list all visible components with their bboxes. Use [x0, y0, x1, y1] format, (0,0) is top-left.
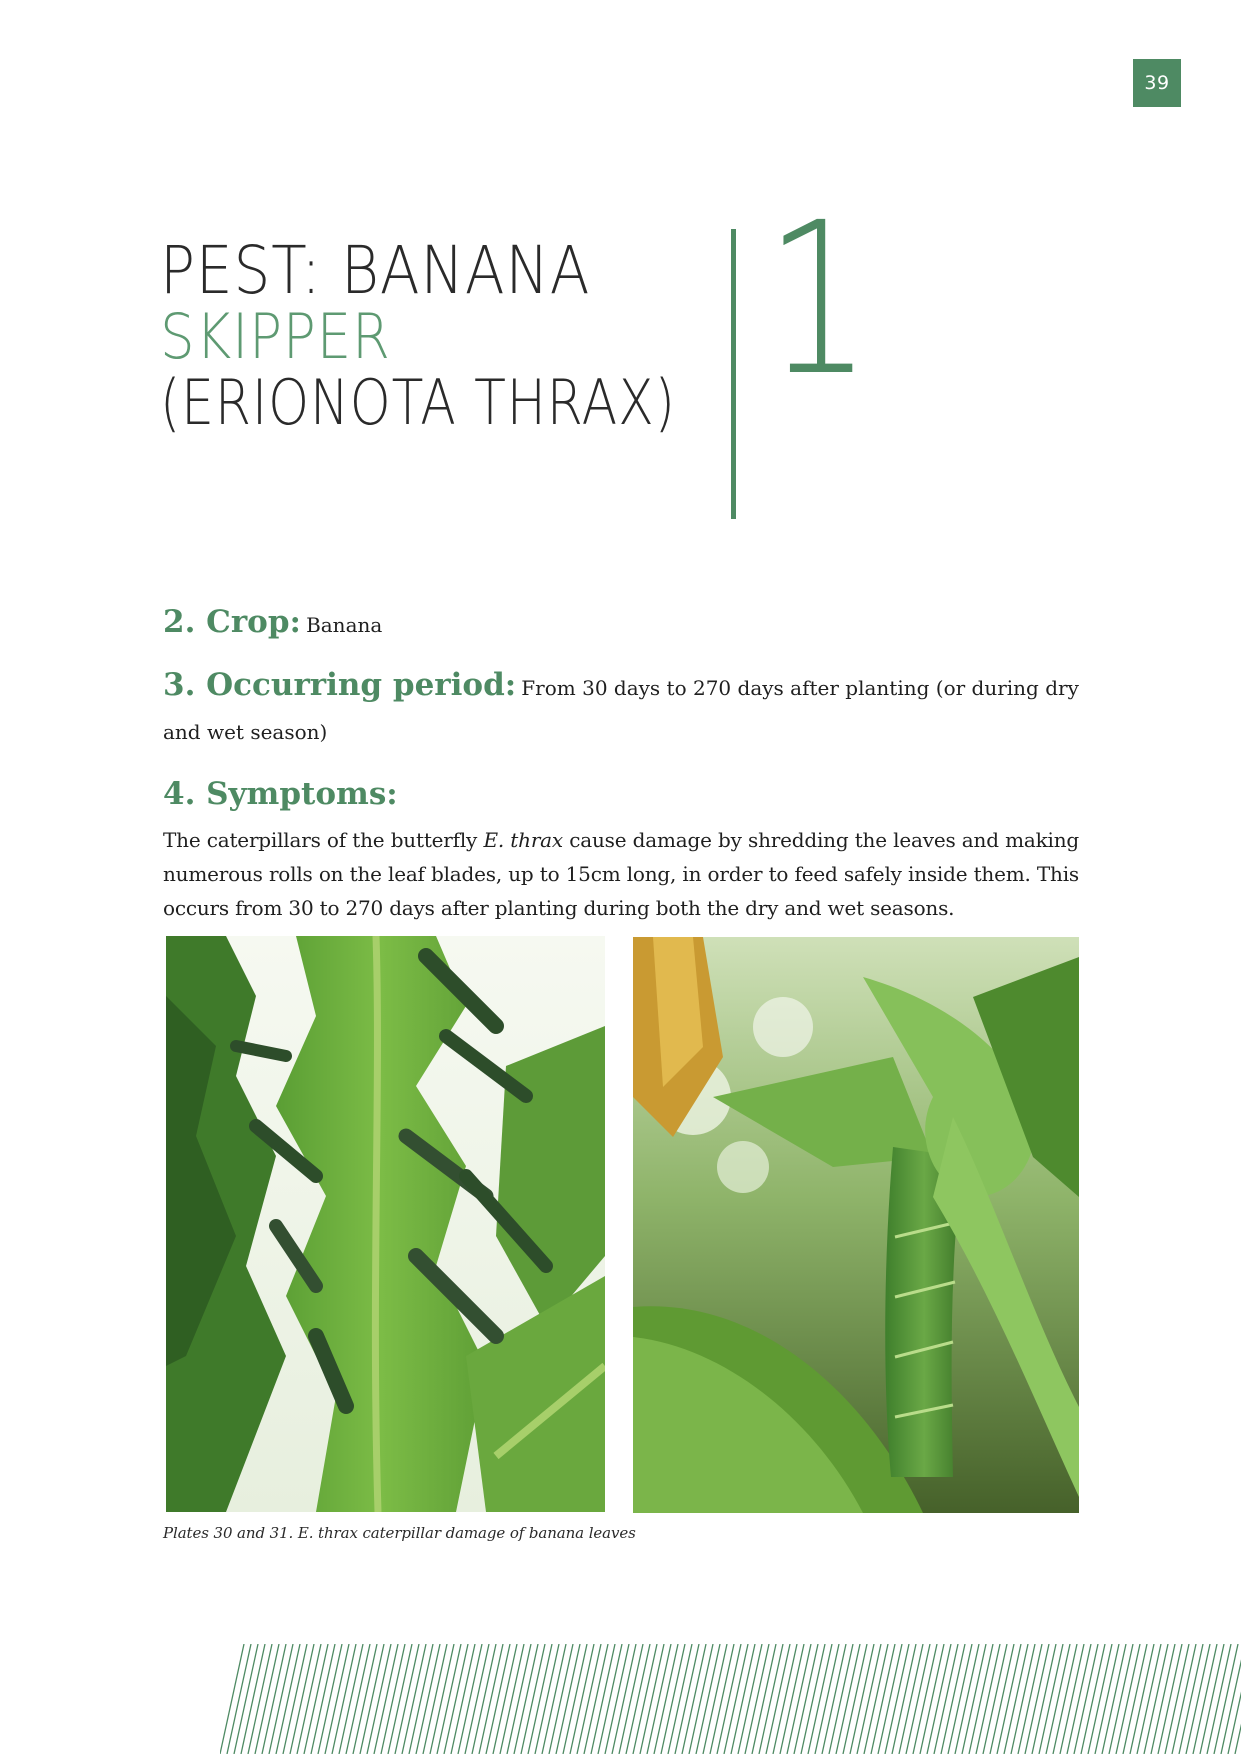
hatch-line [493, 1644, 517, 1754]
hatch-line [521, 1644, 545, 1754]
hatch-line [1116, 1644, 1140, 1754]
hatch-line [458, 1644, 482, 1754]
chapter-number: 1 [765, 177, 872, 422]
hatch-line [479, 1644, 503, 1754]
hatch-line [227, 1644, 251, 1754]
hatch-line [1053, 1644, 1077, 1754]
hatch-line [276, 1644, 300, 1754]
hatch-line [871, 1644, 895, 1754]
hatch-line [787, 1644, 811, 1754]
hatch-line [486, 1644, 510, 1754]
hatch-line [1151, 1644, 1175, 1754]
hatch-line [990, 1644, 1014, 1754]
hatch-line [752, 1644, 776, 1754]
section-crop [163, 600, 1079, 649]
hatch-line [255, 1644, 279, 1754]
hatch-line [241, 1644, 265, 1754]
hatch-line [395, 1644, 419, 1754]
hatch-line [472, 1644, 496, 1754]
hatch-line [353, 1644, 377, 1754]
hatch-line [766, 1644, 790, 1754]
figure-caption: Plates 30 and 31. E. thrax caterpillar damage of banana leaves [163, 1524, 636, 1542]
hatch-line [360, 1644, 384, 1754]
hatch-line [234, 1644, 258, 1754]
hatch-line [381, 1644, 405, 1754]
section-occurring-period [163, 664, 1079, 755]
hatch-line [619, 1644, 643, 1754]
hatch-line [759, 1644, 783, 1754]
hatch-line [780, 1644, 804, 1754]
hatch-line [430, 1644, 454, 1754]
title-line-pest: PEST: BANANA [160, 232, 591, 309]
hatch-line [955, 1644, 979, 1754]
hatch-line [584, 1644, 608, 1754]
hatch-line [598, 1644, 622, 1754]
hatch-line [1011, 1644, 1035, 1754]
hatch-line [549, 1644, 573, 1754]
hatch-line [1186, 1644, 1210, 1754]
hatch-line [738, 1644, 762, 1754]
hatch-line [262, 1644, 286, 1754]
species-name: E. thrax [483, 828, 563, 852]
hatch-line [1158, 1644, 1182, 1754]
hatch-line [934, 1644, 958, 1754]
hatch-line [836, 1644, 860, 1754]
hatch-line [374, 1644, 398, 1754]
hatch-line [269, 1644, 293, 1754]
hatch-line [605, 1644, 629, 1754]
hatch-line [1123, 1644, 1147, 1754]
hatch-line [647, 1644, 671, 1754]
hatch-line [535, 1644, 559, 1754]
hatch-line [388, 1644, 412, 1754]
hatch-line [332, 1644, 356, 1754]
hatch-line [325, 1644, 349, 1754]
hatch-line [906, 1644, 930, 1754]
hatch-line [1046, 1644, 1070, 1754]
hatch-line [1088, 1644, 1112, 1754]
hatch-line [920, 1644, 944, 1754]
hatch-line [556, 1644, 580, 1754]
hatch-line [878, 1644, 902, 1754]
symptoms-paragraph [163, 823, 1079, 925]
hatch-line [1109, 1644, 1133, 1754]
hatch-line [822, 1644, 846, 1754]
hatch-line [563, 1644, 587, 1754]
hatch-line [1067, 1644, 1091, 1754]
symptoms-text-before: The caterpillars of the butterfly [163, 828, 484, 852]
hatch-line [717, 1644, 741, 1754]
hatch-line [885, 1644, 909, 1754]
hatch-line [962, 1644, 986, 1754]
hatch-line [640, 1644, 664, 1754]
hatch-line [843, 1644, 867, 1754]
hatch-line [997, 1644, 1021, 1754]
hatch-line [724, 1644, 748, 1754]
hatch-line [661, 1644, 685, 1754]
hatch-line [423, 1644, 447, 1754]
hatch-line [1074, 1644, 1098, 1754]
hatch-line [668, 1644, 692, 1754]
hatch-line [913, 1644, 937, 1754]
title-line-scientific-name: (ERIONOTA THRAX) [160, 366, 676, 439]
hatch-line [409, 1644, 433, 1754]
hatch-line [1179, 1644, 1203, 1754]
hatch-line [577, 1644, 601, 1754]
crop-value: Banana [306, 613, 383, 637]
hatch-line [976, 1644, 1000, 1754]
hatch-line [710, 1644, 734, 1754]
hatch-line [465, 1644, 489, 1754]
hatch-line [899, 1644, 923, 1754]
hatch-line [689, 1644, 713, 1754]
hatch-line [675, 1644, 699, 1754]
hatch-line [339, 1644, 363, 1754]
hatch-line [318, 1644, 342, 1754]
hatch-line [402, 1644, 426, 1754]
hatch-line [1004, 1644, 1028, 1754]
hatch-line [857, 1644, 881, 1754]
hatch-line [892, 1644, 916, 1754]
hatch-line [1039, 1644, 1063, 1754]
hatch-line [682, 1644, 706, 1754]
hatch-line [983, 1644, 1007, 1754]
hatch-line [927, 1644, 951, 1754]
symptoms-heading: 4. Symptoms: [163, 776, 398, 812]
hatch-line [1207, 1644, 1231, 1754]
hatch-line [1200, 1644, 1224, 1754]
hatch-line [283, 1644, 307, 1754]
hatch-line [1018, 1644, 1042, 1754]
section-symptoms [163, 773, 1079, 820]
title-line-skipper: SKIPPER [160, 300, 391, 373]
hatch-line [1130, 1644, 1154, 1754]
hatch-line [290, 1644, 314, 1754]
hatch-line [437, 1644, 461, 1754]
hatch-line [815, 1644, 839, 1754]
title-divider [731, 229, 736, 519]
hatch-line [745, 1644, 769, 1754]
page-number-badge [1133, 59, 1181, 107]
page-number: 39 [1144, 72, 1170, 94]
hatch-line [591, 1644, 615, 1754]
hatch-line [829, 1644, 853, 1754]
hatch-line [1060, 1644, 1084, 1754]
symptoms-text-after: cause damage by shredding the leaves and making numerous rolls on the leaf blades, up to 15cm long, in order to feed safely inside them. This occurs from 30 to 270 days after planting during both the dry and wet seasons. [163, 828, 1079, 920]
hatch-line [696, 1644, 720, 1754]
hatch-line [1025, 1644, 1049, 1754]
hatch-line [850, 1644, 874, 1754]
period-value: From 30 days to 270 days after planting (or during dry and wet season) [163, 676, 1079, 744]
hatch-line [1102, 1644, 1126, 1754]
hatch-line [773, 1644, 797, 1754]
chapter-title [160, 232, 774, 439]
hatch-line [1193, 1644, 1217, 1754]
hatch-line [1144, 1644, 1168, 1754]
hatch-line [864, 1644, 888, 1754]
hatch-line [1032, 1644, 1056, 1754]
hatch-line [1137, 1644, 1161, 1754]
hatch-line [1081, 1644, 1105, 1754]
hatch-line [969, 1644, 993, 1754]
hatch-line [220, 1644, 244, 1754]
hatch-line [654, 1644, 678, 1754]
hatch-line [731, 1644, 755, 1754]
hatch-line [451, 1644, 475, 1754]
hatch-line [507, 1644, 531, 1754]
hatch-line [1214, 1644, 1238, 1754]
hatch-line [367, 1644, 391, 1754]
plate-30-photo [166, 936, 605, 1512]
hatch-line [346, 1644, 370, 1754]
hatch-line [633, 1644, 657, 1754]
hatch-line [808, 1644, 832, 1754]
hatch-line [703, 1644, 727, 1754]
hatch-line [416, 1644, 440, 1754]
hatch-line [948, 1644, 972, 1754]
hatch-line [528, 1644, 552, 1754]
hatch-line [801, 1644, 825, 1754]
hatch-line [1095, 1644, 1119, 1754]
decorative-hatch-pattern [220, 1644, 1241, 1754]
hatch-line [1172, 1644, 1196, 1754]
hatch-line [311, 1644, 335, 1754]
hatch-line [444, 1644, 468, 1754]
plate-31-photo [633, 937, 1079, 1513]
hatch-line [514, 1644, 538, 1754]
hatch-line [626, 1644, 650, 1754]
hatch-line [794, 1644, 818, 1754]
hatch-line [248, 1644, 272, 1754]
hatch-line [941, 1644, 965, 1754]
crop-heading: 2. Crop: [163, 604, 301, 640]
hatch-line [304, 1644, 328, 1754]
hatch-line [570, 1644, 594, 1754]
hatch-line [1165, 1644, 1189, 1754]
hatch-line [297, 1644, 321, 1754]
hatch-line [500, 1644, 524, 1754]
hatch-line [542, 1644, 566, 1754]
hatch-line [612, 1644, 636, 1754]
period-heading: 3. Occurring period: [163, 667, 517, 703]
